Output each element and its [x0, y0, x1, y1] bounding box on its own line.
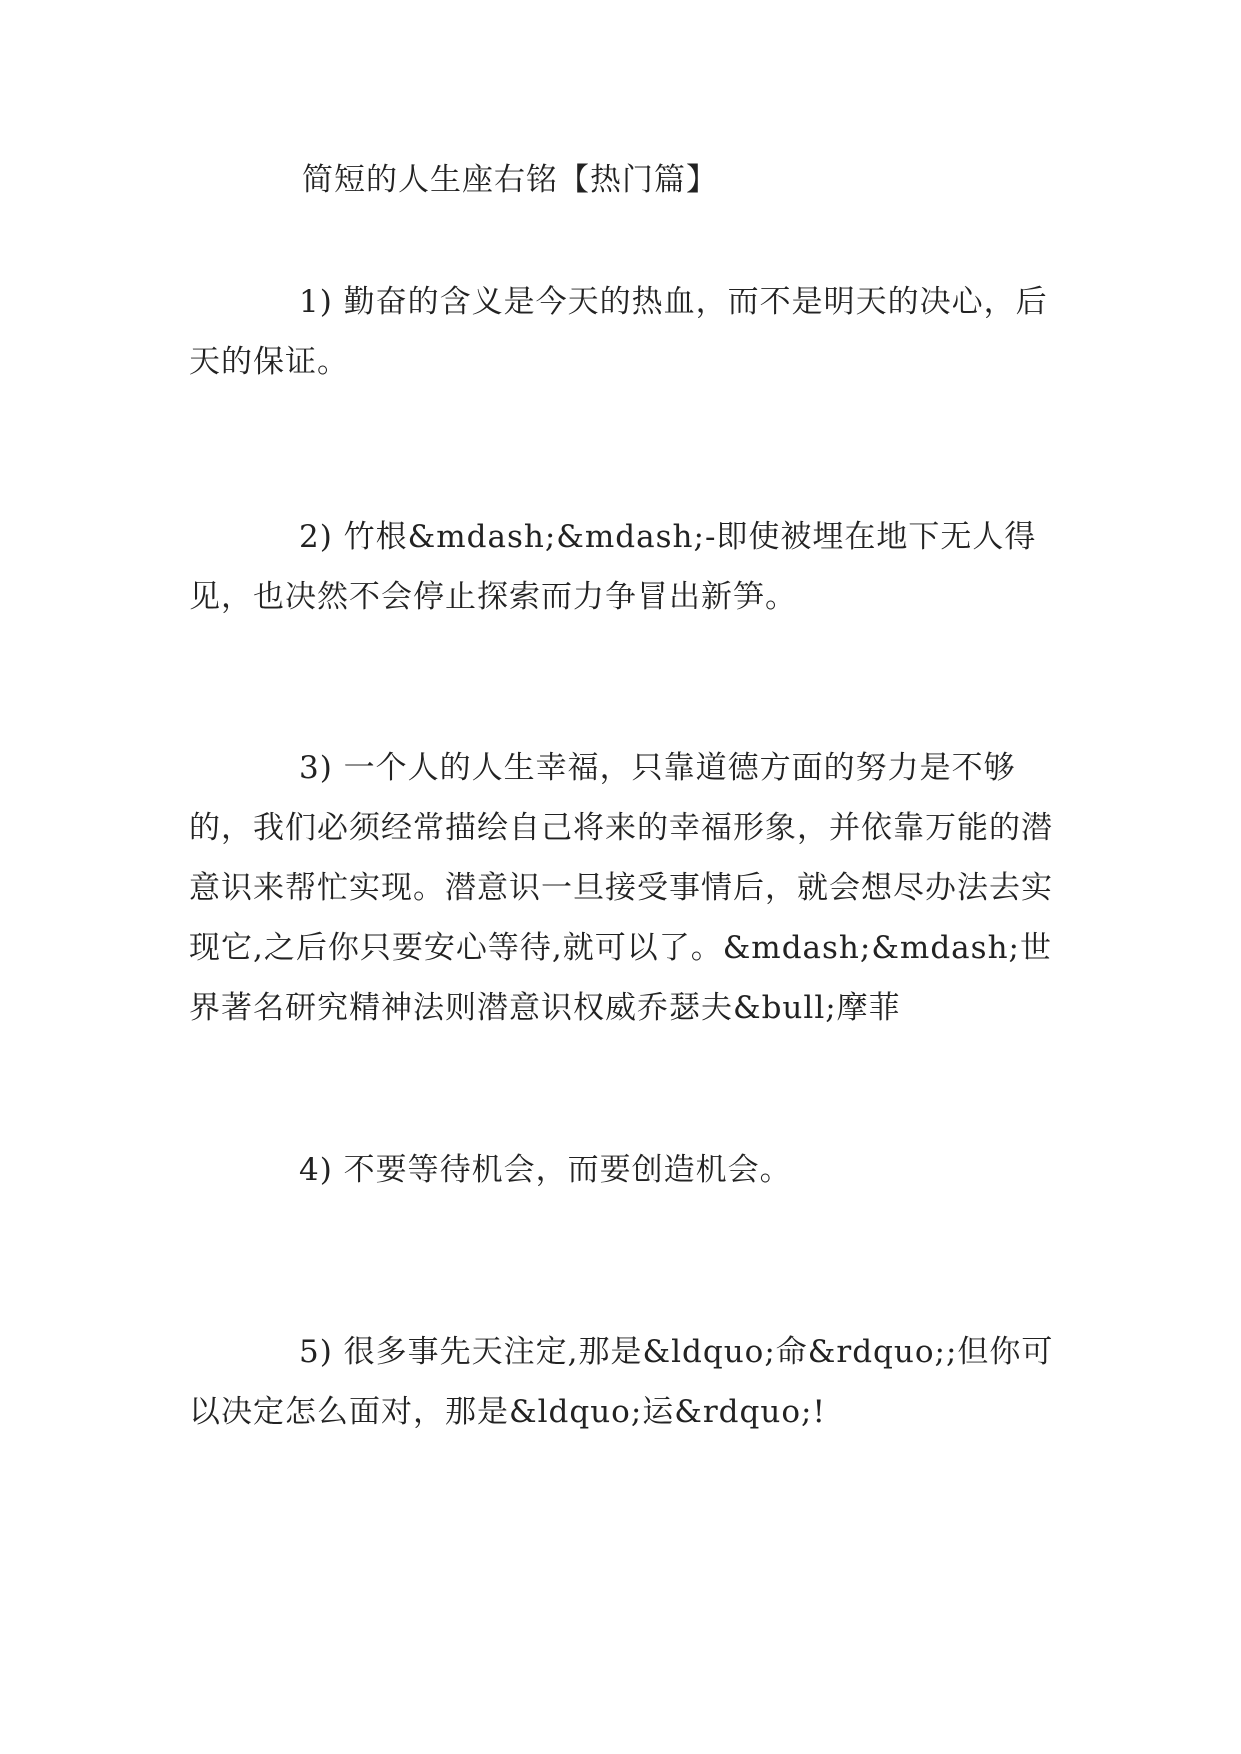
document-title: 简短的人生座右铭【热门篇】	[302, 162, 718, 198]
quote-paragraph-3: 3) 一个人的人生幸福，只靠道德方面的努力是不够的，我们必须经常描绘自己将来的幸福形象，并依靠万能的潜意识来帮忙实现。潜意识一旦接受事情后，就会想尽办法去实现它,之后你只要安心等待,就可以了。&mdash;&mdash;世界著名研究精神法则潜意识权威乔瑟夫&bull;摩菲	[189, 750, 1053, 1026]
quote-paragraph-5: 5) 很多事先天注定,那是&ldquo;命&rdquo;;但你可以决定怎么面对，那是&ldquo;运&rdquo;!	[189, 1334, 1054, 1430]
quote-paragraph-2: 2) 竹根&mdash;&mdash;-即使被埋在地下无人得见，也决然不会停止探索而力争冒出新笋。	[189, 519, 1037, 615]
quote-paragraph-4: 4) 不要等待机会，而要创造机会。	[299, 1152, 792, 1188]
quote-paragraph-1: 1) 勤奋的含义是今天的热血，而不是明天的决心，后天的保证。	[189, 284, 1048, 380]
